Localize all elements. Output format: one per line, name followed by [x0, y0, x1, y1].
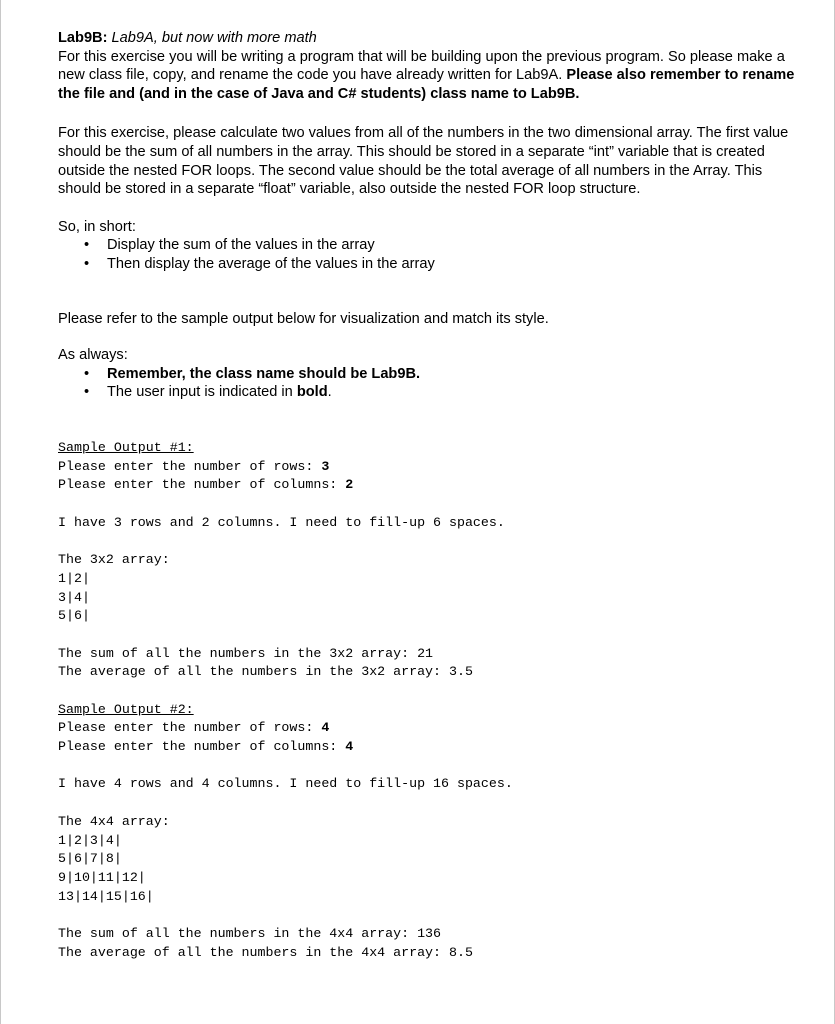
as-always-list [58, 365, 798, 402]
cols-prompt-line [58, 738, 798, 757]
lab-subtitle: Lab9A, but now with more math [111, 30, 317, 46]
average-line: The average of all the numbers in the 3x2 array: 3.5 [58, 664, 473, 680]
rename-instruction: Please also remember to rename the file and (and in the case of Java and C# students) class name to Lab9B. [58, 67, 795, 102]
calculation-paragraph: For this exercise, please calculate two values from all of the numbers in the two dimensional array. The first value should be the sum of all numbers in the array. This should be stored in a separate “int” variable that is created outside the nested FOR loops. The second value should be the total average of all numbers in the Array. This should be stored in a separate “float” variable, also outside the nested FOR loop structure. [58, 125, 789, 198]
document-page [58, 29, 798, 962]
intro-text: For this exercise you will be writing a program that will be building upon the previous program. So please make a new class file, copy, and rename the code you have already written for Lab9A. [58, 48, 785, 84]
input-note-suffix: . [327, 384, 332, 401]
rows-prompt-line [58, 458, 798, 477]
cols-prompt: Please enter the number of columns: [58, 739, 346, 755]
cols-prompt: Please enter the number of columns: [58, 477, 346, 493]
list-item: • Then display the average of the values in the array [58, 255, 798, 274]
refer-paragraph: Please refer to the sample output below for visualization and match its style. [58, 310, 549, 327]
lab-title: Lab9B: [58, 30, 108, 46]
class-name-reminder: Remember, the class name should be Lab9B. [107, 365, 421, 382]
rows-input: 4 [321, 720, 330, 736]
list-item [58, 365, 798, 384]
rows-prompt-line [58, 719, 798, 738]
fill-line: I have 3 rows and 2 columns. I need to fill-up 6 spaces. [58, 514, 505, 530]
sum-line: The sum of all the numbers in the 3x2 array: 21 [58, 645, 434, 661]
sample-output-2 [58, 701, 798, 963]
array-row: 1|2| [58, 570, 90, 586]
average-line: The average of all the numbers in the 4x4 array: 8.5 [58, 944, 473, 960]
array-row: 1|2|3|4| [58, 832, 122, 848]
rows-prompt: Please enter the number of rows: [58, 458, 322, 474]
input-note-text: The user input is indicated in [107, 384, 293, 401]
array-label: The 4x4 array: [58, 813, 170, 829]
sample-output-1 [58, 439, 798, 682]
fill-line: I have 4 rows and 4 columns. I need to fill-up 16 spaces. [58, 776, 513, 792]
cols-input: 2 [345, 477, 354, 493]
in-short-heading: So, in short: [58, 218, 136, 235]
list-item: • Display the sum of the values in the array [58, 236, 798, 255]
input-note-bold: bold [296, 384, 328, 401]
array-label: The 3x2 array: [58, 552, 170, 568]
rows-prompt: Please enter the number of rows: [58, 720, 322, 736]
array-row: 13|14|15|16| [58, 888, 154, 904]
array-row: 3|4| [58, 589, 90, 605]
as-always-heading: As always: [58, 347, 128, 364]
list-item [58, 383, 798, 402]
array-row: 5|6|7|8| [58, 851, 122, 867]
sample-heading: Sample Output #2: [58, 701, 194, 717]
cols-input: 4 [345, 739, 354, 755]
intro-paragraph [58, 29, 798, 103]
rows-input: 3 [321, 458, 330, 474]
sample-heading: Sample Output #1: [58, 439, 194, 455]
array-row: 9|10|11|12| [58, 869, 146, 885]
in-short-list [58, 236, 798, 273]
array-row: 5|6| [58, 608, 90, 624]
sum-line: The sum of all the numbers in the 4x4 array: 136 [58, 926, 442, 942]
cols-prompt-line [58, 476, 798, 495]
